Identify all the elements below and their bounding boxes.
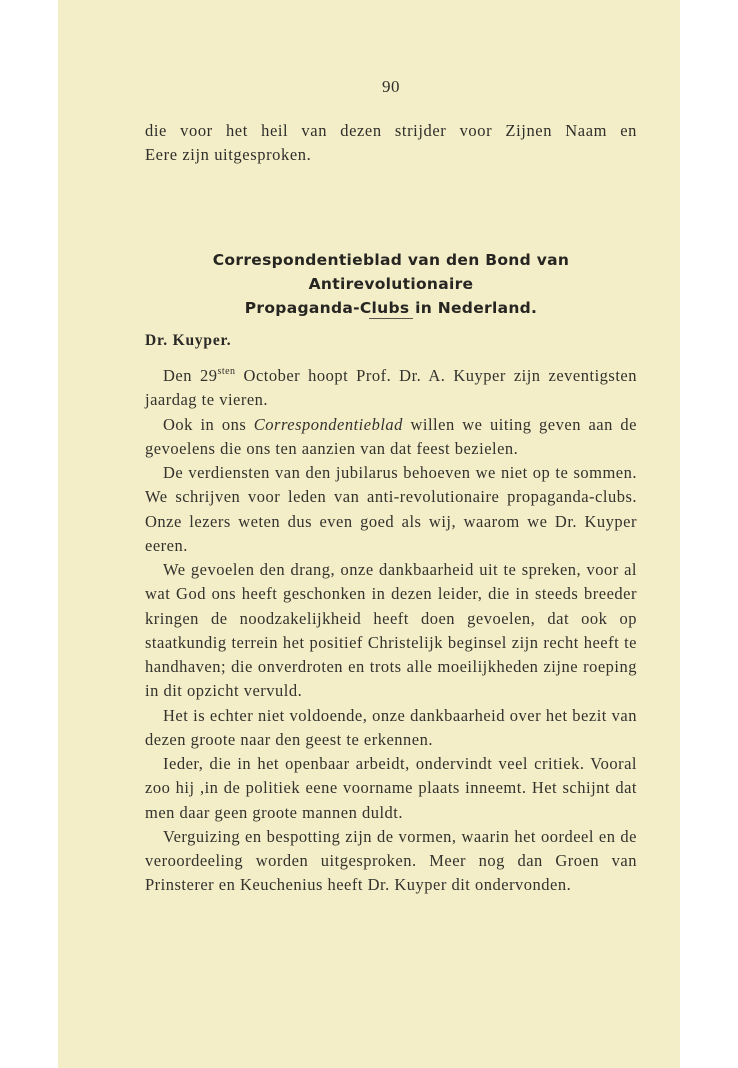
intro-paragraph bbox=[145, 119, 637, 167]
section-heading bbox=[145, 248, 637, 320]
heading-line-2: Propaganda-Clubs in Nederland. bbox=[244, 299, 538, 317]
paragraph-5: Het is echter niet voldoende, onze dankbaarheid over het bezit van dezen groote naar den geest te erkennen. bbox=[145, 705, 637, 749]
page-number: 90 bbox=[382, 77, 400, 96]
p2-text-before: Ook in ons bbox=[163, 414, 254, 434]
book-page bbox=[58, 0, 680, 1068]
section-divider bbox=[369, 318, 413, 319]
paragraph-4: We gevoelen den drang, onze dankbaarheid uit te spreken, voor al wat God ons heeft geschonken in dezen leider, die in steeds breeder kringen de noodzakelijkheid heeft doen gevoelen, dat ook op staatkundig terrein het positief Christelijk beginsel zijn recht heeft te handhaven; die onverdroten en trots alle moeilijkheden zijne roeping in dit opzicht vervuld. bbox=[145, 560, 637, 701]
paragraph-6: Ieder, die in het openbaar arbeidt, ondervindt veel critiek. Vooral zoo hij ,in de politiek eene voorname plaats inneemt. Het schijnt dat men daar geen groote mannen duldt. bbox=[145, 754, 637, 822]
p1-superscript: sten bbox=[217, 366, 236, 377]
p1-text-after: October hoopt Prof. Dr. A. Kuyper zijn zeventigsten jaardag te vieren. bbox=[145, 366, 637, 410]
intro-line-2: Eere zijn uitgesproken. bbox=[145, 145, 312, 164]
paragraph-1 bbox=[145, 364, 637, 413]
paragraph-3: De verdiensten van den jubilarus behoeven we niet op te sommen. We schrijven voor leden van anti-revolutionaire propaganda-clubs. Onze lezers weten dus even goed als wij, waarom we Dr. Kuyper eeren. bbox=[145, 463, 637, 555]
p2-italic-title: Correspondentieblad bbox=[253, 414, 403, 434]
intro-line-1: die voor het heil van dezen strijder voor Zijnen Naam en bbox=[145, 121, 637, 140]
article-body bbox=[145, 364, 637, 898]
heading-line-1: Correspondentieblad van den Bond van Antirevolutionaire bbox=[212, 251, 570, 293]
article-title: Dr. Kuyper. bbox=[145, 332, 232, 349]
p1-text-before: Den 29 bbox=[163, 366, 218, 385]
p2-text-after: willen we uiting geven aan de gevoelens die ons ten aanzien van dat feest bezielen. bbox=[145, 414, 637, 458]
paragraph-7: Verguizing en bespotting zijn de vormen, waarin het oordeel en de veroordeeling worden uitgesproken. Meer nog dan Groen van Prinsterer en Keuchenius heeft Dr. Kuyper dit ondervonden. bbox=[145, 826, 637, 895]
paragraph-2 bbox=[145, 413, 637, 462]
